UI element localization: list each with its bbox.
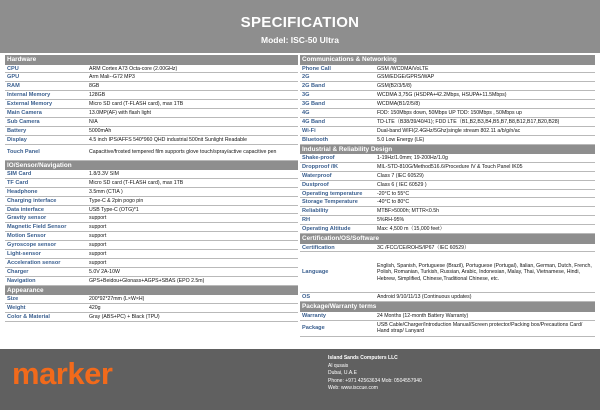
spec-value: 5000mAh — [89, 127, 112, 134]
spec-value: 5.0V 2A-10W — [89, 268, 120, 275]
spec-value: Class 6 ( IEC 60529 ) — [377, 181, 427, 188]
spec-row-package — [300, 321, 595, 337]
spec-row-3g-band — [300, 100, 595, 109]
spec-row-dropproof-ik — [300, 163, 595, 172]
spec-label: Operating Altitude — [302, 226, 351, 233]
spec-label: CPU — [7, 65, 19, 72]
left-spec-column — [5, 55, 298, 322]
spec-row-language — [300, 252, 595, 293]
spec-label: Wi-Fi — [302, 127, 316, 134]
spec-value: GSM/EDGE/GPRS/WAP — [377, 74, 435, 81]
page-title: SPECIFICATION — [240, 14, 360, 31]
spec-value: -20°C to 55°C — [377, 190, 410, 197]
spec-row-operating-temperature — [300, 190, 595, 199]
spec-row-gravity-sensor — [5, 214, 298, 223]
spec-row-battery — [5, 127, 298, 136]
spec-label: Dropproof /IK — [302, 163, 339, 170]
spec-value: Type-C & 2pin pogo pin — [89, 197, 144, 204]
spec-row-main-camera — [5, 109, 298, 118]
spec-label: Operating temperature — [302, 190, 363, 197]
spec-label: Gravity sensor — [7, 215, 47, 222]
spec-value: 1.8/3.3V SIM — [89, 171, 119, 178]
spec-value: N/A — [89, 118, 98, 125]
spec-value: 1-19Hz/1.0mm; 19-200Hz/1.0g — [377, 155, 448, 162]
spec-row-wi-fi — [300, 127, 595, 136]
section-header-package-warranty-terms: Package/Warranty terms — [300, 302, 595, 312]
spec-label: Charging interface — [7, 197, 57, 204]
spec-value: Android 9/10/11/13 (Continuous updates) — [377, 294, 472, 301]
spec-label: External Memory — [7, 101, 53, 108]
spec-label: 4G — [302, 109, 310, 116]
section-header-industrial-reliability-design: Industrial & Reliability Design — [300, 145, 595, 155]
spec-value: Capacitive/frosted tempered film supports glove touch/spray/active capacitive pen — [89, 148, 277, 155]
spec-label: TF Card — [7, 179, 29, 186]
spec-row-tf-card — [5, 179, 298, 188]
spec-label: Size — [7, 296, 19, 303]
spec-row-certification — [300, 244, 595, 253]
spec-label: Dustproof — [302, 181, 329, 188]
company-address-line: Al qusais — [328, 362, 349, 369]
spec-value: support — [89, 259, 107, 266]
spec-row-phone-call — [300, 65, 595, 74]
spec-row-headphone — [5, 188, 298, 197]
spec-row-sim-card — [5, 170, 298, 179]
spec-row-touch-panel — [5, 145, 298, 161]
spec-row-external-memory — [5, 100, 298, 109]
spec-row-sub-camera — [5, 118, 298, 127]
spec-label: Charger — [7, 268, 29, 275]
spec-value: WCDMA 3,75G (HSDPA+42.2Mbps, HSUPA+11.5Mbps) — [377, 92, 507, 99]
company-city-line: Dubai, U.A.E — [328, 370, 357, 377]
spec-value: 128GB — [89, 92, 106, 99]
spec-row-light-sensor — [5, 250, 298, 259]
spec-label: Sub Camera — [7, 118, 40, 125]
spec-value: USB Cable/Charger/Introduction Manual/Screen protector/Packing box/Precautions Card/ Hand strap/ Lanyard — [377, 321, 583, 335]
spec-row-navigation — [5, 277, 298, 286]
spec-label: Light-sensor — [7, 251, 41, 258]
spec-row-shake-proof — [300, 154, 595, 163]
spec-row-bluetooth — [300, 136, 595, 145]
spec-label: Motion Sensor — [7, 233, 46, 240]
spec-value: support — [89, 233, 107, 240]
spec-row-ram — [5, 82, 298, 91]
spec-label: Storage Temperature — [302, 199, 358, 206]
model-subtitle: Model: ISC-50 Ultra — [261, 35, 339, 45]
spec-label: Main Camera — [7, 109, 42, 116]
spec-row-motion-sensor — [5, 232, 298, 241]
spec-value: 8GB — [89, 83, 100, 90]
spec-value: Micro SD card (T-FLASH card), max 1TB — [89, 101, 184, 108]
spec-row-size — [5, 295, 298, 304]
spec-label: 3G Band — [302, 101, 326, 108]
spec-label: Display — [7, 136, 27, 143]
spec-row-waterproof — [300, 172, 595, 181]
spec-value: Max: 4,500 m（15,000 feet） — [377, 226, 445, 233]
spec-value: 13.0MP(AF) with flash light — [89, 109, 151, 116]
footer — [0, 349, 600, 410]
spec-label: Acceleration sensor — [7, 259, 61, 266]
spec-value: support — [89, 251, 107, 258]
spec-label: Touch Panel — [7, 148, 40, 155]
spec-row-magnetic-field-sensor — [5, 223, 298, 232]
section-header-certification-os-software: Certification/OS/Software — [300, 234, 595, 244]
company-name: Island Sands Computers LLC — [328, 355, 398, 361]
spec-value: support — [89, 242, 107, 249]
spec-row-cpu — [5, 65, 298, 74]
spec-value: -40°C to 80°C — [377, 199, 410, 206]
spec-value: USB Type-C (OTG)*1 — [89, 206, 139, 213]
spec-label: GPU — [7, 74, 20, 81]
spec-row-color-material — [5, 313, 298, 322]
spec-row-data-interface — [5, 206, 298, 215]
spec-label: Gyroscope sensor — [7, 242, 57, 249]
spec-label: Data interface — [7, 206, 44, 213]
spec-label: 3G — [302, 92, 310, 99]
spec-row-display — [5, 136, 298, 145]
spec-label: Phone Call — [302, 65, 331, 72]
spec-value: Gray (ABS+PC) + Black (TPU) — [89, 313, 160, 320]
spec-value: GSM /WCDMA/VoLTE — [377, 65, 429, 72]
spec-label: Warranty — [302, 312, 327, 319]
spec-row-reliability — [300, 207, 595, 216]
spec-value: MIL-STD-810G/Method516.6/Procedure IV & Touch Panel IK05 — [377, 163, 523, 170]
spec-label: 2G — [302, 74, 310, 81]
spec-label: RAM — [7, 83, 20, 90]
spec-label: Color & Material — [7, 313, 50, 320]
spec-label: Weight — [7, 304, 26, 311]
spec-label: SIM Card — [7, 171, 32, 178]
company-web-line: Web: www.isccue.com — [328, 385, 378, 392]
spec-value: FDD: 150Mbps down, 50Mbps UP TDD: 150Mbps , 50Mbps up — [377, 109, 522, 116]
spec-value: GSM(B2/3/5/8) — [377, 83, 412, 90]
spec-value: support — [89, 215, 107, 222]
spec-value: 4.5 inch IPS/AFFS 540*960 QHD industrial 500nit Sunlight Readable — [89, 136, 248, 143]
spec-value: 3C /FCC/CE/ROHS/IP67（IEC 60529） — [377, 244, 470, 251]
spec-value: 5%RH-95% — [377, 217, 405, 224]
marker-logo: marker — [12, 356, 113, 391]
spec-value: GPS+Beidou+Glonass+AGPS+SBAS (EPO 2.5m) — [89, 277, 205, 284]
right-spec-column — [300, 55, 595, 337]
spec-label: Reliability — [302, 208, 329, 215]
spec-row-2g — [300, 73, 595, 82]
spec-label: 4G Band — [302, 118, 326, 125]
spec-label: Bluetooth — [302, 136, 329, 143]
spec-row-rh — [300, 216, 595, 225]
spec-label: Magnetic Field Sensor — [7, 224, 67, 231]
spec-row-2g-band — [300, 82, 595, 91]
spec-value: Dual-band WIFI(2.4GHz/5Ghz)single stream 802.11 a/b/g/n/ac — [377, 127, 521, 134]
spec-label: Internal Memory — [7, 92, 51, 99]
spec-label: Certification — [302, 244, 335, 251]
spec-value: 200*92*27mm (L×W×H) — [89, 296, 145, 303]
spec-label: Waterproof — [302, 172, 332, 179]
spec-row-storage-temperature — [300, 198, 595, 207]
spec-value: 24 Months (12-month Battery Warranty) — [377, 312, 469, 319]
spec-label: Package — [302, 324, 325, 331]
spec-row-4g — [300, 109, 595, 118]
spec-row-4g-band — [300, 118, 595, 127]
spec-label: Language — [302, 269, 329, 276]
spec-header — [0, 0, 600, 53]
section-header-appearance: Appearance — [5, 286, 298, 296]
company-info — [328, 355, 422, 393]
spec-row-charging-interface — [5, 197, 298, 206]
spec-label: RH — [302, 217, 311, 224]
spec-row-gpu — [5, 73, 298, 82]
spec-value: support — [89, 224, 107, 231]
spec-label: Headphone — [7, 188, 38, 195]
spec-row-3g — [300, 91, 595, 100]
spec-value: Micro SD card (T-FLASH card), max 1TB — [89, 179, 184, 186]
spec-value: TD-LTE（B38/39/40/41); FDD LTE（B1,B2,B3,B4,B5,B7,B8,B12,B17,B20,B28) — [377, 118, 560, 125]
spec-value: WCDMA(B1/2/5/8) — [377, 101, 420, 108]
section-header-communications-networking: Communications & Networking — [300, 55, 595, 65]
spec-row-os — [300, 293, 595, 302]
spec-value: English, Spanish, Portuguese (Brazil), Portuguese (Portugal), Italian, German, Dutch, French, Polish, Romanian, Turkish, Russian, Arabic, Indonesian, Malay, Thai, Vietnamese, Hindi, Hebrew, Simplified, Chinese,Traditional Chinese, etc. — [377, 262, 592, 282]
spec-value: 5.0 Low Energy (LE) — [377, 136, 425, 143]
spec-row-warranty — [300, 312, 595, 321]
spec-value: Class 7 (IEC 60529) — [377, 172, 424, 179]
spec-label: OS — [302, 294, 311, 301]
spec-row-operating-altitude — [300, 225, 595, 234]
spec-row-acceleration-sensor — [5, 259, 298, 268]
spec-label: 2G Band — [302, 83, 326, 90]
spec-value: Arm Mali--G72 MP3 — [89, 74, 135, 81]
spec-row-internal-memory — [5, 91, 298, 100]
spec-value: ARM Cortex A73 Octa-core (2.00GHz) — [89, 65, 178, 72]
spec-label: Navigation — [7, 277, 36, 284]
spec-row-dustproof — [300, 181, 595, 190]
spec-row-weight — [5, 304, 298, 313]
spec-value: MTBF>5000h; MTTR<0.5h — [377, 208, 439, 215]
spec-label: Battery — [7, 127, 27, 134]
spec-row-charger — [5, 268, 298, 277]
spec-label: Shake-proof — [302, 155, 335, 162]
company-phone-line: Phone: +971 42563634 Mob: 0504557940 — [328, 377, 422, 384]
section-header-hardware: Hardware — [5, 55, 298, 65]
spec-row-gyroscope-sensor — [5, 241, 298, 250]
spec-value: 3.5mm (CTIA ) — [89, 188, 123, 195]
spec-value: 420g — [89, 304, 101, 311]
section-header-io-sensor-navigation: IO/Sensor/Navigation — [5, 161, 298, 171]
